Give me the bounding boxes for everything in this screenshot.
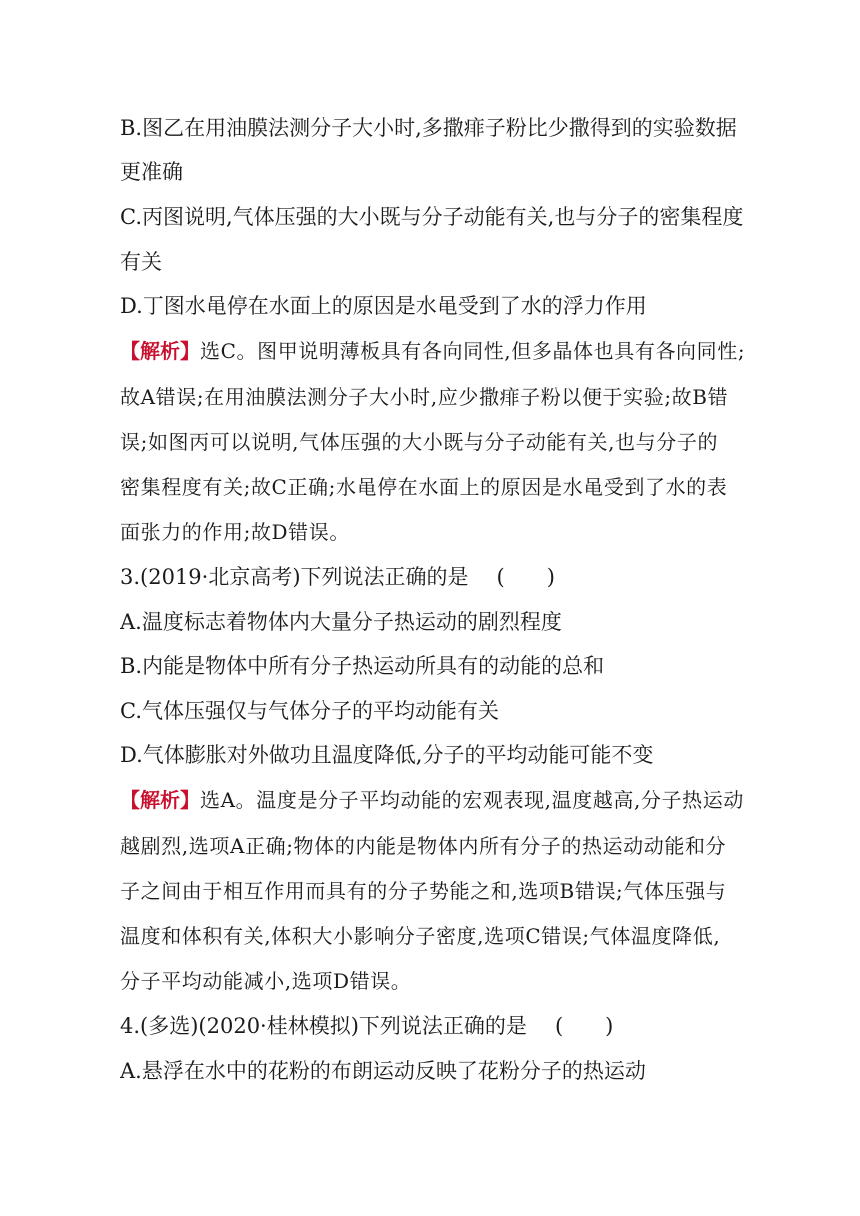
analysis-tag: 【解析】 xyxy=(120,788,200,812)
answer-bracket: ( ) xyxy=(554,1014,614,1038)
q2-analysis-line3: 误;如图丙可以说明,气体压强的大小既与分子动能有关,也与分子的 xyxy=(120,430,719,454)
q3-analysis-line4: 温度和体积有关,体积大小影响分子密度,选项C错误;气体温度降低, xyxy=(120,924,721,948)
q3-option-d: D.气体膨胀对外做功且温度降低,分子的平均动能可能不变 xyxy=(120,743,654,767)
q2-option-b-line2: 更准确 xyxy=(120,160,183,184)
analysis-text: 选C。图甲说明薄板具有各向同性,但多晶体也具有各向同性; xyxy=(200,339,746,363)
q2-analysis-line5: 面张力的作用;故D错误。 xyxy=(120,520,350,544)
q4-stem xyxy=(120,1011,760,1041)
q2-option-c-line1: C.丙图说明,气体压强的大小既与分子动能有关,也与分子的密集程度 xyxy=(120,205,744,229)
q3-analysis-line5: 分子平均动能减小,选项D错误。 xyxy=(120,969,412,993)
q4-option-a: A.悬浮在水中的花粉的布朗运动反映了花粉分子的热运动 xyxy=(120,1059,646,1083)
q2-analysis-line4: 密集程度有关;故C正确;水黾停在水面上的原因是水黾受到了水的表 xyxy=(120,475,728,499)
q2-option-d: D.丁图水黾停在水面上的原因是水黾受到了水的浮力作用 xyxy=(120,294,647,318)
analysis-tag: 【解析】 xyxy=(120,339,200,363)
q2-option-b-line1: B.图乙在用油膜法测分子大小时,多撒痱子粉比少撒得到的实验数据 xyxy=(120,116,737,140)
q3-analysis-line3: 子之间由于相互作用而具有的分子势能之和,选项B错误;气体压强与 xyxy=(120,879,727,903)
q3-option-b: B.内能是物体中所有分子热运动所具有的动能的总和 xyxy=(120,654,605,678)
q2-option-c-line2: 有关 xyxy=(120,250,162,274)
analysis-text: 选A。温度是分子平均动能的宏观表现,温度越高,分子热运动 xyxy=(200,788,744,812)
q3-option-a: A.温度标志着物体内大量分子热运动的剧烈程度 xyxy=(120,610,562,634)
q2-analysis-line2: 故A错误;在用油膜法测分子大小时,应少撒痱子粉以便于实验;故B错 xyxy=(120,385,729,409)
q3-stem-text: 3.(2019·北京高考)下列说法正确的是 xyxy=(120,565,469,589)
q2-analysis-line1 xyxy=(120,336,760,366)
q3-analysis-line2: 越剧烈,选项A正确;物体的内能是物体内所有分子的热运动动能和分 xyxy=(120,834,727,858)
q3-stem xyxy=(120,562,760,592)
q3-analysis-line1 xyxy=(120,785,760,815)
q4-stem-text: 4.(多选)(2020·桂林模拟)下列说法正确的是 xyxy=(120,1014,527,1038)
q3-option-c: C.气体压强仅与气体分子的平均动能有关 xyxy=(120,699,499,723)
answer-bracket: ( ) xyxy=(496,565,555,589)
